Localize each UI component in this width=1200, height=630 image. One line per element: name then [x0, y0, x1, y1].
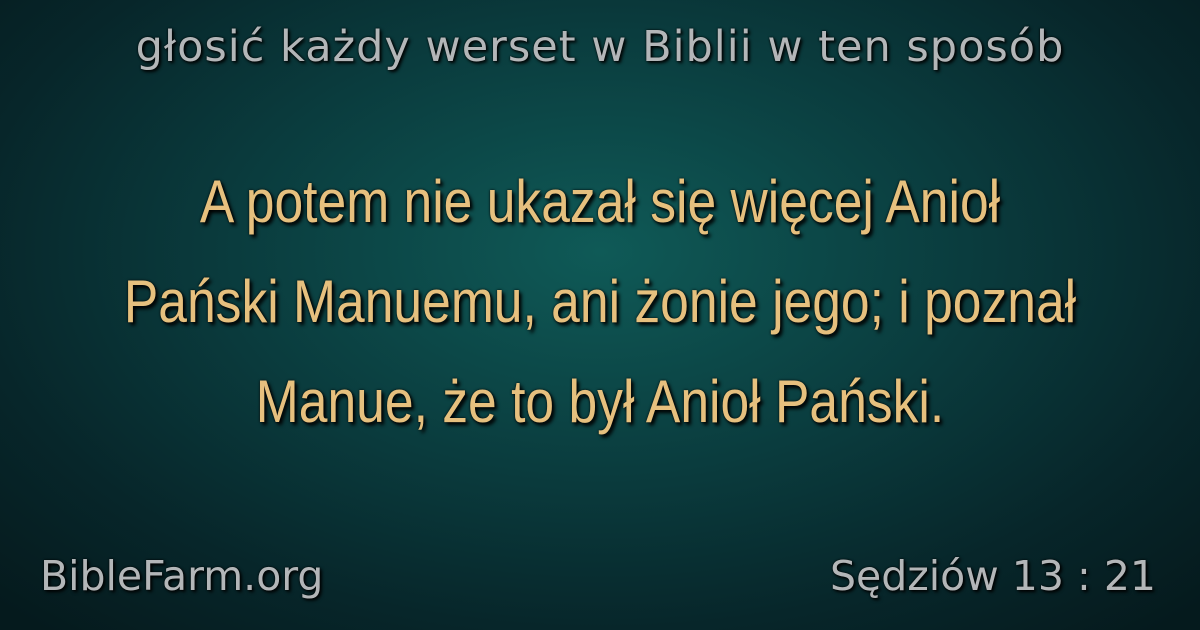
site-name: BibleFarm.org: [40, 552, 324, 600]
verse-reference: Sędziów 13 : 21: [829, 552, 1156, 600]
tagline: głosić każdy werset w Biblii w ten sposób: [135, 22, 1065, 72]
verse-text: A potem nie ukazał się więcej Anioł Pański Manuemu, ani żonie jego; i poznał Manue, że to był Anioł Pański.: [123, 168, 1077, 435]
